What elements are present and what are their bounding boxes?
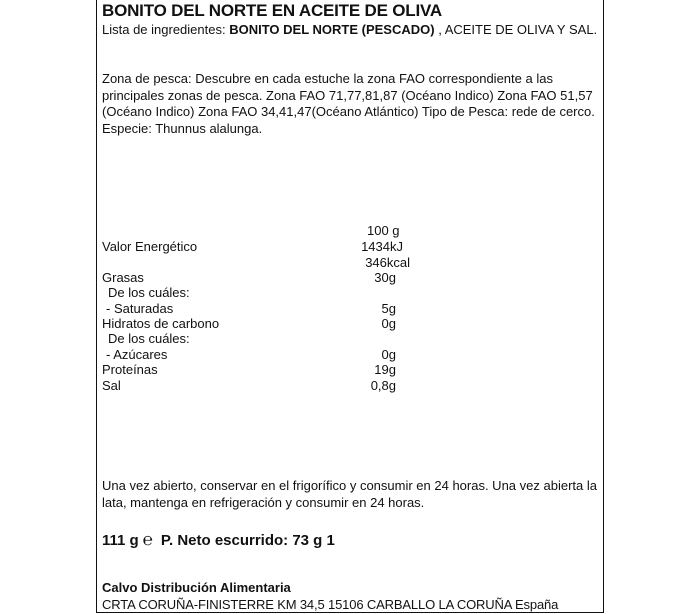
nutrition-label: - Saturadas <box>106 301 174 316</box>
ingredients-paragraph <box>102 22 600 39</box>
fishing-zone-paragraph: Zona de pesca: Descubre en cada estuche la zona FAO correspondiente a las principales zonas de pesca. Zona FAO 71,77,81,87 (Océano Indico) Zona FAO 51,57 (Océano Indico) Zona FAO 34,41,47(Océano Atlántico) Tipo de Pesca: rede de cerco. Especie: Thunnus alalunga. <box>102 71 595 136</box>
nutrition-label: Sal <box>102 378 121 393</box>
storage-instructions: Una vez abierto, conservar en el frigorífico y consumir en 24 horas. Una vez abierta la lata, mantenga en refrigeración y consumir en 24 horas. <box>102 478 597 510</box>
nutrition-value: 0g <box>381 316 396 331</box>
nutrition-value: 346kcal <box>365 255 410 270</box>
nutrition-value: 0g <box>381 347 396 362</box>
nutrition-label: Hidratos de carbono <box>102 316 220 331</box>
company-address: CRTA CORUÑA-FINISTERRE KM 34,5 15106 CARBALLO LA CORUÑA España <box>102 597 559 612</box>
nutrition-value: 30g <box>374 270 396 285</box>
drained-weight: P. Neto escurrido: 73 g 1 <box>160 531 335 549</box>
nutrition-label: - Azúcares <box>106 347 168 362</box>
ingredients-suffix: , ACEITE DE OLIVA Y SAL. <box>434 22 598 37</box>
nutrition-value: 5g <box>381 301 396 316</box>
company-name: Calvo Distribución Alimentaria <box>102 580 291 595</box>
ingredients-highlight: BONITO DEL NORTE (PESCADO) <box>229 22 435 37</box>
estimated-sign-icon: ℮ <box>142 530 153 549</box>
net-weight-line <box>102 530 335 550</box>
ingredients-prefix: Lista de ingredientes: <box>102 22 230 37</box>
product-title: BONITO DEL NORTE EN ACEITE DE OLIVA <box>102 1 442 20</box>
nutrition-label: De los cuáles: <box>108 331 190 346</box>
nutrition-value: 0,8g <box>370 378 396 393</box>
nutrition-label: Valor Energético <box>102 239 198 254</box>
nutrition-value: 19g <box>374 362 396 377</box>
nutrition-label: Proteínas <box>102 362 158 377</box>
nutrition-label: Grasas <box>102 270 144 285</box>
nutrition-label: De los cuáles: <box>108 285 190 300</box>
nutrition-value: 1434kJ <box>361 239 403 254</box>
nutrition-header: 100 g <box>367 223 400 238</box>
net-weight: 111 g <box>102 531 139 549</box>
